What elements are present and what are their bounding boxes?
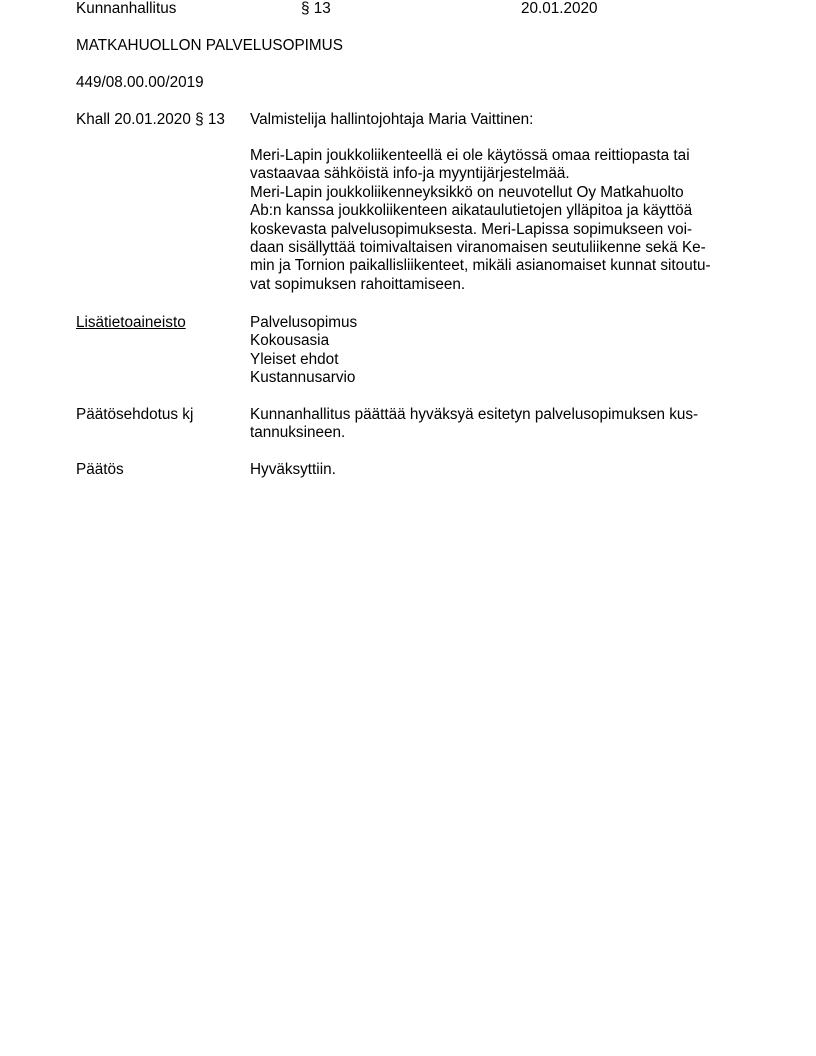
attachment-item: Yleiset ehdot [250,350,339,368]
paragraph-line: Meri-Lapin joukkoliikenteellä ei ole käytössä omaa reittiopasta tai [250,147,690,164]
preparation-label: Khall 20.01.2020 § 13 [76,111,225,128]
proposal-text [250,406,698,443]
attachment-item: Palvelusopimus [250,314,358,331]
paragraph-line: koskevasta palvelusopimuksesta. Meri-Lapissa sopimukseen voi- [250,220,693,238]
document-title: MATKAHUOLLON PALVELUSOPIMUS [76,37,343,54]
proposal-label: Päätösehdotus kj [76,406,194,423]
attachment-item: Kokousasia [250,332,330,350]
header-section-number: § 13 [301,0,331,17]
proposal-line: Kunnanhallitus päättää hyväksyä esitetyn palvelusopimuksen kus- [250,406,699,423]
proposal-line: tannuksineen. [250,424,346,442]
paragraph-line: min ja Tornion paikallisliikenteet, mikäli asianomaiset kunnat sitoutu- [250,257,711,275]
header-body-name: Kunnanhallitus [76,0,177,17]
paragraph-line: Meri-Lapin joukkoliikenneyksikkö on neuvotellut Oy Matkahuolto [250,183,684,201]
paragraph-line: vastaavaa sähköistä info-ja myyntijärjestelmää. [250,165,570,183]
paragraph-line: daan sisällyttää toimivaltaisen viranomaisen seutuliikenne sekä Ke- [250,239,706,257]
attachment-item: Kustannusarvio [250,369,356,387]
attachments-list [250,314,357,388]
paragraph-line: Ab:n kanssa joukkoliikenteen aikataulutietojen ylläpitoa ja käyttöä [250,202,693,220]
attachments-label: Lisätietoaineisto [76,314,186,331]
paragraph-line: vat sopimuksen rahoittamiseen. [250,275,466,293]
preparation-paragraph [250,147,711,294]
record-number: 449/08.00.00/2019 [76,74,204,91]
header-date: 20.01.2020 [521,0,598,17]
preparer-line: Valmistelija hallintojohtaja Maria Vaittinen: [250,111,534,128]
decision-label: Päätös [76,461,124,478]
decision-text: Hyväksyttiin. [250,461,336,478]
